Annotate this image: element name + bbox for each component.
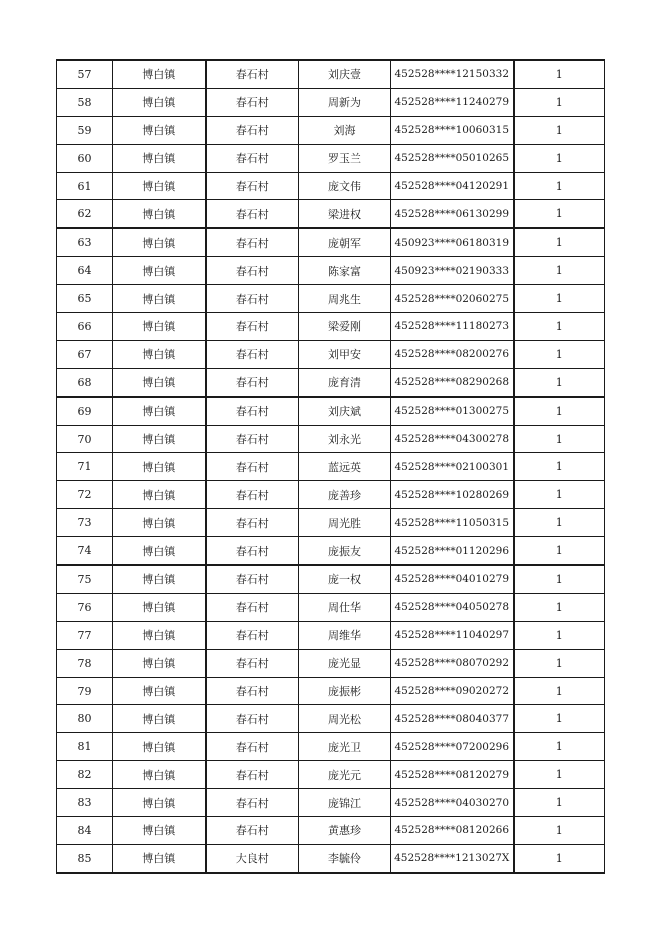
table-row — [57, 649, 605, 677]
count-cell: 1 — [514, 116, 605, 144]
count-cell: 1 — [514, 789, 605, 817]
table-row — [57, 844, 605, 872]
table-row — [57, 425, 605, 453]
village-cell: 春石村 — [206, 761, 299, 789]
id-number-cell: 452528****08040377 — [391, 705, 514, 733]
village-cell: 春石村 — [206, 228, 299, 256]
row-number: 61 — [57, 172, 113, 200]
id-number-cell: 452528****05010265 — [391, 144, 514, 172]
row-number: 57 — [57, 60, 113, 88]
village-cell: 春石村 — [206, 368, 299, 396]
id-number-cell: 452528****04050278 — [391, 593, 514, 621]
name-cell: 庞振彬 — [299, 677, 391, 705]
town-cell: 博白镇 — [113, 537, 206, 565]
count-cell: 1 — [514, 844, 605, 872]
row-number: 80 — [57, 705, 113, 733]
row-number: 62 — [57, 200, 113, 228]
count-cell: 1 — [514, 733, 605, 761]
town-cell: 博白镇 — [113, 340, 206, 368]
table-row — [57, 817, 605, 845]
table-row — [57, 257, 605, 285]
name-cell: 周新为 — [299, 88, 391, 116]
town-cell: 博白镇 — [113, 509, 206, 537]
name-cell: 庞光显 — [299, 649, 391, 677]
name-cell: 梁进权 — [299, 200, 391, 228]
village-cell: 春石村 — [206, 593, 299, 621]
village-cell: 春石村 — [206, 817, 299, 845]
name-cell: 庞善珍 — [299, 481, 391, 509]
count-cell: 1 — [514, 621, 605, 649]
village-cell: 春石村 — [206, 789, 299, 817]
row-number: 83 — [57, 789, 113, 817]
count-cell: 1 — [514, 340, 605, 368]
table-row — [57, 368, 605, 396]
name-cell: 梁爱刚 — [299, 313, 391, 341]
town-cell: 博白镇 — [113, 313, 206, 341]
count-cell: 1 — [514, 172, 605, 200]
name-cell: 庞光元 — [299, 761, 391, 789]
count-cell: 1 — [514, 705, 605, 733]
table-row — [57, 313, 605, 341]
count-cell: 1 — [514, 537, 605, 565]
row-number: 58 — [57, 88, 113, 116]
table-row — [57, 677, 605, 705]
village-cell: 春石村 — [206, 285, 299, 313]
count-cell: 1 — [514, 144, 605, 172]
roster-table — [56, 59, 605, 874]
row-number: 69 — [57, 397, 113, 425]
town-cell: 博白镇 — [113, 705, 206, 733]
town-cell: 博白镇 — [113, 593, 206, 621]
table-row — [57, 761, 605, 789]
town-cell: 博白镇 — [113, 789, 206, 817]
name-cell: 庞光卫 — [299, 733, 391, 761]
row-number: 85 — [57, 844, 113, 872]
village-cell: 春石村 — [206, 565, 299, 593]
table-row — [57, 733, 605, 761]
id-number-cell: 452528****10280269 — [391, 481, 514, 509]
town-cell: 博白镇 — [113, 200, 206, 228]
row-number: 64 — [57, 257, 113, 285]
row-number: 60 — [57, 144, 113, 172]
table-row — [57, 397, 605, 425]
id-number-cell: 452528****09020272 — [391, 677, 514, 705]
count-cell: 1 — [514, 60, 605, 88]
id-number-cell: 452528****10060315 — [391, 116, 514, 144]
name-cell: 黄惠珍 — [299, 817, 391, 845]
village-cell: 春石村 — [206, 397, 299, 425]
id-number-cell: 452528****01120296 — [391, 537, 514, 565]
table-row — [57, 593, 605, 621]
table-row — [57, 144, 605, 172]
village-cell: 春石村 — [206, 733, 299, 761]
row-number: 84 — [57, 817, 113, 845]
village-cell: 春石村 — [206, 313, 299, 341]
row-number: 73 — [57, 509, 113, 537]
town-cell: 博白镇 — [113, 60, 206, 88]
id-number-cell: 450923****06180319 — [391, 228, 514, 256]
table-row — [57, 340, 605, 368]
village-cell: 春石村 — [206, 257, 299, 285]
village-cell: 春石村 — [206, 340, 299, 368]
id-number-cell: 452528****1213027X — [391, 844, 514, 872]
table-row — [57, 789, 605, 817]
town-cell: 博白镇 — [113, 817, 206, 845]
row-number: 66 — [57, 313, 113, 341]
village-cell: 春石村 — [206, 200, 299, 228]
count-cell: 1 — [514, 761, 605, 789]
table-row — [57, 200, 605, 228]
name-cell: 陈家富 — [299, 257, 391, 285]
name-cell: 刘海 — [299, 116, 391, 144]
name-cell: 周光松 — [299, 705, 391, 733]
village-cell: 春石村 — [206, 481, 299, 509]
count-cell: 1 — [514, 368, 605, 396]
row-number: 67 — [57, 340, 113, 368]
count-cell: 1 — [514, 397, 605, 425]
id-number-cell: 452528****07200296 — [391, 733, 514, 761]
row-number: 59 — [57, 116, 113, 144]
town-cell: 博白镇 — [113, 285, 206, 313]
row-number: 65 — [57, 285, 113, 313]
village-cell: 春石村 — [206, 116, 299, 144]
table-row — [57, 565, 605, 593]
row-number: 82 — [57, 761, 113, 789]
table-row — [57, 481, 605, 509]
row-number: 78 — [57, 649, 113, 677]
name-cell: 罗玉兰 — [299, 144, 391, 172]
count-cell: 1 — [514, 593, 605, 621]
village-cell: 春石村 — [206, 537, 299, 565]
count-cell: 1 — [514, 453, 605, 481]
id-number-cell: 452528****11180273 — [391, 313, 514, 341]
town-cell: 博白镇 — [113, 481, 206, 509]
id-number-cell: 452528****01300275 — [391, 397, 514, 425]
village-cell: 春石村 — [206, 677, 299, 705]
table-row — [57, 285, 605, 313]
village-cell: 春石村 — [206, 705, 299, 733]
id-number-cell: 452528****12150332 — [391, 60, 514, 88]
name-cell: 庞朝军 — [299, 228, 391, 256]
name-cell: 庞一权 — [299, 565, 391, 593]
id-number-cell: 452528****04120291 — [391, 172, 514, 200]
table-row — [57, 537, 605, 565]
table-row — [57, 705, 605, 733]
town-cell: 博白镇 — [113, 116, 206, 144]
village-cell: 春石村 — [206, 649, 299, 677]
row-number: 71 — [57, 453, 113, 481]
name-cell: 周仕华 — [299, 593, 391, 621]
town-cell: 博白镇 — [113, 733, 206, 761]
village-cell: 春石村 — [206, 88, 299, 116]
id-number-cell: 452528****08120279 — [391, 761, 514, 789]
town-cell: 博白镇 — [113, 88, 206, 116]
count-cell: 1 — [514, 565, 605, 593]
row-number: 79 — [57, 677, 113, 705]
row-number: 70 — [57, 425, 113, 453]
town-cell: 博白镇 — [113, 368, 206, 396]
row-number: 76 — [57, 593, 113, 621]
count-cell: 1 — [514, 509, 605, 537]
name-cell: 庞育清 — [299, 368, 391, 396]
town-cell: 博白镇 — [113, 621, 206, 649]
row-number: 77 — [57, 621, 113, 649]
id-number-cell: 452528****04030270 — [391, 789, 514, 817]
row-number: 63 — [57, 228, 113, 256]
village-cell: 春石村 — [206, 60, 299, 88]
table-row — [57, 172, 605, 200]
name-cell: 周维华 — [299, 621, 391, 649]
table-row — [57, 509, 605, 537]
village-cell: 春石村 — [206, 172, 299, 200]
town-cell: 博白镇 — [113, 397, 206, 425]
id-number-cell: 452528****11040297 — [391, 621, 514, 649]
village-cell: 春石村 — [206, 453, 299, 481]
count-cell: 1 — [514, 425, 605, 453]
id-number-cell: 452528****04010279 — [391, 565, 514, 593]
count-cell: 1 — [514, 200, 605, 228]
name-cell: 刘甲安 — [299, 340, 391, 368]
count-cell: 1 — [514, 677, 605, 705]
count-cell: 1 — [514, 817, 605, 845]
table-row — [57, 621, 605, 649]
name-cell: 庞振友 — [299, 537, 391, 565]
town-cell: 博白镇 — [113, 228, 206, 256]
table-row — [57, 60, 605, 88]
row-number: 68 — [57, 368, 113, 396]
id-number-cell: 452528****08200276 — [391, 340, 514, 368]
id-number-cell: 452528****08290268 — [391, 368, 514, 396]
town-cell: 博白镇 — [113, 677, 206, 705]
count-cell: 1 — [514, 285, 605, 313]
id-number-cell: 452528****08120266 — [391, 817, 514, 845]
row-number: 81 — [57, 733, 113, 761]
table-row — [57, 116, 605, 144]
id-number-cell: 452528****11240279 — [391, 88, 514, 116]
table-row — [57, 453, 605, 481]
town-cell: 博白镇 — [113, 649, 206, 677]
row-number: 72 — [57, 481, 113, 509]
count-cell: 1 — [514, 88, 605, 116]
id-number-cell: 452528****11050315 — [391, 509, 514, 537]
count-cell: 1 — [514, 257, 605, 285]
village-cell: 春石村 — [206, 144, 299, 172]
town-cell: 博白镇 — [113, 144, 206, 172]
village-cell: 春石村 — [206, 425, 299, 453]
name-cell: 庞文伟 — [299, 172, 391, 200]
town-cell: 博白镇 — [113, 761, 206, 789]
name-cell: 刘永光 — [299, 425, 391, 453]
id-number-cell: 452528****08070292 — [391, 649, 514, 677]
row-number: 74 — [57, 537, 113, 565]
village-cell: 春石村 — [206, 509, 299, 537]
name-cell: 庞锦江 — [299, 789, 391, 817]
name-cell: 蓝远英 — [299, 453, 391, 481]
town-cell: 博白镇 — [113, 172, 206, 200]
town-cell: 博白镇 — [113, 425, 206, 453]
count-cell: 1 — [514, 481, 605, 509]
town-cell: 博白镇 — [113, 453, 206, 481]
name-cell: 李毓伶 — [299, 844, 391, 872]
name-cell: 周兆生 — [299, 285, 391, 313]
name-cell: 刘庆壹 — [299, 60, 391, 88]
roster-body — [57, 60, 605, 873]
count-cell: 1 — [514, 649, 605, 677]
id-number-cell: 452528****04300278 — [391, 425, 514, 453]
id-number-cell: 450923****02190333 — [391, 257, 514, 285]
row-number: 75 — [57, 565, 113, 593]
id-number-cell: 452528****02100301 — [391, 453, 514, 481]
village-cell: 春石村 — [206, 621, 299, 649]
count-cell: 1 — [514, 313, 605, 341]
town-cell: 博白镇 — [113, 844, 206, 872]
town-cell: 博白镇 — [113, 257, 206, 285]
village-cell: 大良村 — [206, 844, 299, 872]
town-cell: 博白镇 — [113, 565, 206, 593]
name-cell: 周光胜 — [299, 509, 391, 537]
table-row — [57, 88, 605, 116]
id-number-cell: 452528****06130299 — [391, 200, 514, 228]
table-row — [57, 228, 605, 256]
name-cell: 刘庆斌 — [299, 397, 391, 425]
count-cell: 1 — [514, 228, 605, 256]
id-number-cell: 452528****02060275 — [391, 285, 514, 313]
